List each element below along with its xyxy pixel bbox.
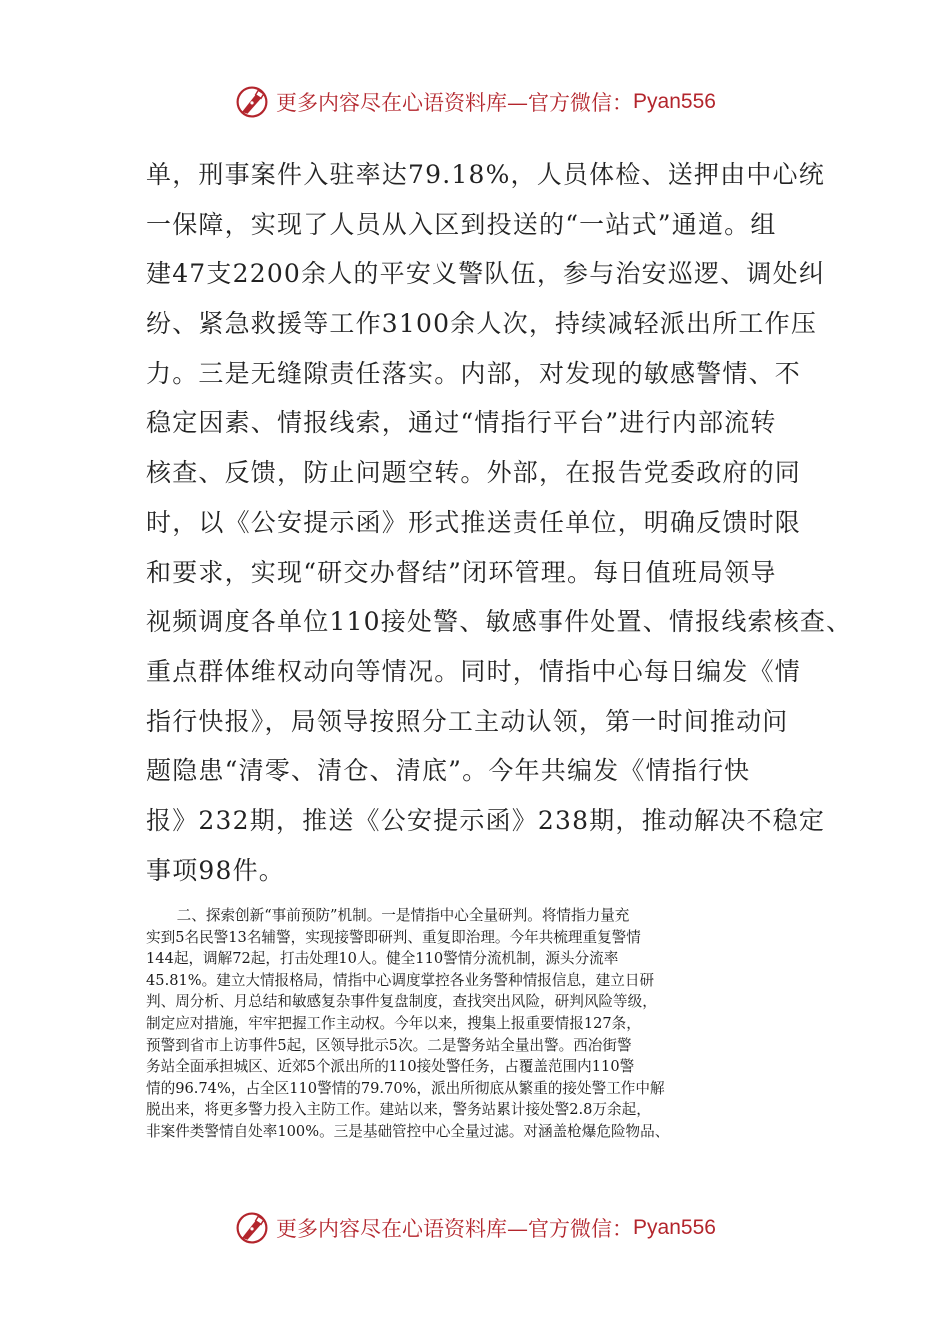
text-line: 务站全面承担城区、近郊5个派出所的110接处警任务，占覆盖范围内110警 xyxy=(146,1058,635,1076)
section-two-paragraph xyxy=(146,905,822,1143)
text-line: 重点群体维权动向等情况。同时，情指中心每日编发《情 xyxy=(146,656,802,686)
text-line: 二、探索创新“事前预防”机制。一是情指中心全量研判。将情指力量充 xyxy=(176,907,630,924)
text-line: 视频调度各单位110接处警、敏感事件处置、情报线索核查、 xyxy=(146,607,853,637)
text-line: 单，刑事案件入驻率达79.18%，人员体检、送押由中心统 xyxy=(146,160,825,189)
text-line: 指行快报》，局领导按照分工主动认领，第一时间推动问 xyxy=(146,706,789,736)
text-line: 判、周分析、月总结和敏感复杂事件复盘制度，查找突出风险，研判风险等级， xyxy=(146,993,657,1011)
text-line: 制定应对措施，牢牢把握工作主动权。今年以来，搜集上报重要情报127条， xyxy=(146,1014,641,1032)
text-line: 核查、反馈，防止问题空转。外部，在报告党委政府的同 xyxy=(146,458,802,488)
pen-nib-icon xyxy=(234,84,270,120)
banner-text: 更多内容尽在心语资料库—官方微信： xyxy=(276,91,634,115)
banner-contact-id: Pyan556 xyxy=(633,1216,716,1239)
text-line: 力。三是无缝隙责任落实。内部，对发现的敏感警情、不 xyxy=(146,358,802,388)
text-line: 预警到省市上访事件5起，区领导批示5次。二是警务站全量出警。西冶街警 xyxy=(146,1036,632,1054)
text-line: 报》232期，推送《公安提示函》238期，推动解决不稳定 xyxy=(146,805,826,835)
footer-watermark-banner xyxy=(0,1206,950,1250)
text-line: 非案件类警情自处率100%。三是基础管控中心全量过滤。对涵盖枪爆危险物品、 xyxy=(146,1122,670,1140)
text-line: 一保障，实现了人员从入区到投送的“一站式”通道。组 xyxy=(146,209,777,239)
text-line: 45.81%。建立大情报格局，情指中心调度掌控各业务警种情报信息，建立日研 xyxy=(146,971,655,989)
text-line: 建47支2200余人的平安义警队伍，参与治安巡逻、调处纠 xyxy=(146,259,826,289)
text-line: 和要求，实现“研交办督结”闭环管理。每日值班局领导 xyxy=(146,557,777,587)
banner-contact-id: Pyan556 xyxy=(633,90,716,113)
text-line: 实到5名民警13名辅警，实现接警即研判、重复即治理。今年共梳理重复警情 xyxy=(146,928,641,946)
main-paragraph xyxy=(146,150,853,895)
text-line: 情的96.74%，占全区110警情的79.70%，派出所彻底从繁重的接处警工作中解 xyxy=(146,1079,665,1097)
text-line: 事项98件。 xyxy=(146,855,286,885)
banner-text: 更多内容尽在心语资料库—官方微信： xyxy=(276,1217,634,1241)
text-line: 题隐患“清零、清仓、清底”。今年共编发《情指行快 xyxy=(146,756,751,786)
text-line: 脱出来，将更多警力投入主防工作。建站以来，警务站累计接处警2.8万余起， xyxy=(146,1101,651,1119)
text-line: 时，以《公安提示函》形式推送责任单位，明确反馈时限 xyxy=(146,507,802,537)
text-line: 稳定因素、情报线索，通过“情指行平台”进行内部流转 xyxy=(146,408,777,438)
text-line: 144起，调解72起，打击处理10人。健全110警情分流机制，源头分流率 xyxy=(146,950,619,968)
header-watermark-banner xyxy=(0,80,950,124)
text-line: 纷、紧急救援等工作3100余人次，持续减轻派出所工作压 xyxy=(146,309,818,339)
pen-nib-icon xyxy=(234,1210,270,1246)
